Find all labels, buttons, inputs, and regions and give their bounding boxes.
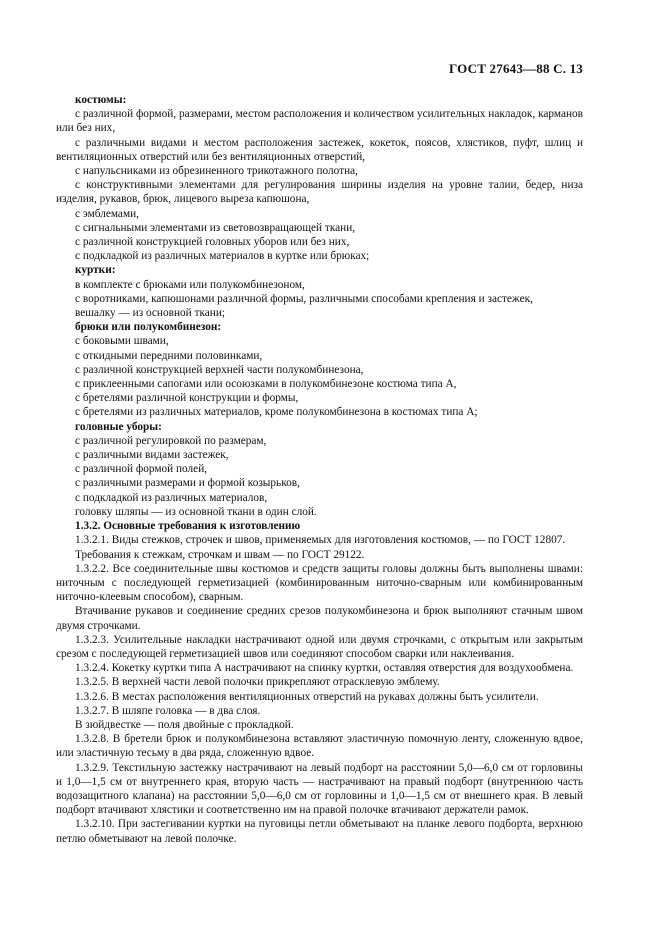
paragraph: 1.3.2.7. В шляпе головка — в два слоя. — [75, 704, 261, 717]
paragraph: с приклеенными сапогами или осоюзками в полукомбинезоне костюма типа А, — [75, 378, 457, 391]
paragraph: 1.3.2.6. В местах расположения вентиляционных отверстий на рукавах должны быть усилители. — [75, 690, 539, 703]
paragraph: Требования к стежкам, строчкам и швам — по ГОСТ 29122. — [75, 548, 365, 561]
paragraph: с напульсниками из обрезиненного трикотажного полотна, — [75, 165, 358, 178]
paragraph: с бретелями различной конструкции и формы, — [75, 392, 299, 405]
paragraph: с откидными передними половинками, — [75, 349, 263, 362]
document-body — [56, 93, 583, 846]
paragraph: с воротниками, капюшонами различной формы, различными способами крепления и застежек, — [75, 292, 533, 305]
paragraph: 1.3.2.10. При застегивании куртки на пуговицы петли обметывают на планке левого подборта, верхнюю петлю обметывают на левой полочке. — [56, 818, 583, 845]
paragraph: с различными видами и местом расположения застежек, кокеток, поясов, хлястиков, пуфт, шлиц и вентиляционных отверстий или без вентиляционных отверстий, — [56, 136, 583, 163]
paragraph: 1.3.2.3. Усилительные накладки настрачивают одной или двумя строчками, с открытым или закрытым срезом с последующей герметизацией швов или соединяют способом сварки или наклеивания. — [56, 633, 583, 660]
paragraph: с подкладкой из различных материалов в куртке или брюках; — [75, 250, 370, 263]
paragraph: в комплекте с брюками или полукомбинезоном, — [75, 278, 305, 291]
page-header: ГОСТ 27643—88 С. 13 — [449, 61, 583, 76]
paragraph: с различной конструкцией верхней части полукомбинезона, — [75, 363, 364, 376]
section-heading: брюки или полукомбинезон: — [75, 321, 222, 334]
paragraph: с сигнальными элементами из световозвращающей ткани, — [75, 221, 356, 234]
paragraph: 1.3.2.5. В верхней части левой полочки прикрепляют отрасклевую эмблему. — [75, 676, 440, 689]
section-heading: головные уборы: — [75, 420, 162, 433]
paragraph: с различной регулировкой по размерам, — [75, 434, 267, 447]
paragraph: головку шляпы — из основной ткани в один слой. — [75, 505, 317, 518]
paragraph: с подкладкой из различных материалов, — [75, 491, 268, 504]
paragraph: с боковыми швами, — [75, 335, 169, 348]
paragraph: В зюйдвестке — поля двойные с прокладкой. — [75, 718, 294, 731]
paragraph: с различной конструкцией головных уборов или без них, — [75, 236, 350, 249]
paragraph: с бретелями из различных материалов, кроме полукомбинезона в костюмах типа А; — [75, 406, 478, 419]
section-heading: 1.3.2. Основные требования к изготовлению — [75, 520, 301, 533]
paragraph: с различной формой, размерами, местом расположения и количеством усилительных накладок, карманов или без них, — [56, 108, 583, 135]
section-heading: костюмы: — [75, 94, 127, 106]
paragraph: с различными видами застежек, — [75, 449, 229, 462]
paragraph: 1.3.2.1. Виды стежков, строчек и швов, применяемых для изготовления костюмов, — по ГОСТ 12807. — [75, 534, 566, 547]
paragraph: вешалку — из основной ткани; — [75, 307, 226, 320]
paragraph: с различными размерами и формой козырьков, — [75, 477, 300, 490]
paragraph: с конструктивными элементами для регулирования ширины изделия на уровне талии, бедер, низа изделия, рукавов, брюк, лицевого выреза капюшона, — [56, 179, 583, 206]
paragraph: 1.3.2.2. Все соединительные швы костюмов и средств защиты головы должны быть выполнены швами: ниточным с последующей герметизацией (комбинированным ниточно-сварным или комбинированным ниточно-клеевым способом), сварным. — [56, 562, 583, 604]
paragraph: 1.3.2.4. Кокетку куртки типа А настрачивают на спинку куртки, оставляя отверстия для воздухообмена. — [75, 662, 574, 675]
paragraph: с эмблемами, — [75, 207, 139, 220]
section-heading: куртки: — [75, 264, 116, 277]
paragraph: 1.3.2.9. Текстильную застежку настрачивают на левый подборт на расстоянии 5,0—6,0 см от горловины и 1,0—1,5 см от внутреннего края, вторую часть — настрачивают на правый подборт (внутреннюю часть водозащитного клапана) на расстоянии 5,0—6,0 см от горловины и 1,0—1,5 см от внешнего края. В левый подборт втачивают хлястики и соответственно им на правой полочке втачивают держатели рамок. — [56, 761, 583, 817]
paragraph: 1.3.2.8. В бретели брюк и полукомбинезона вставляют эластичную помочную ленту, сложенную вдвое, или эластичную тесьму в два ряда, сложенную вдвое. — [56, 733, 583, 760]
paragraph: с различной формой полей, — [75, 463, 208, 476]
paragraph: Втачивание рукавов и соединение средних срезов полукомбинезона и брюк выполняют стачным швом двумя строчками. — [56, 605, 583, 632]
